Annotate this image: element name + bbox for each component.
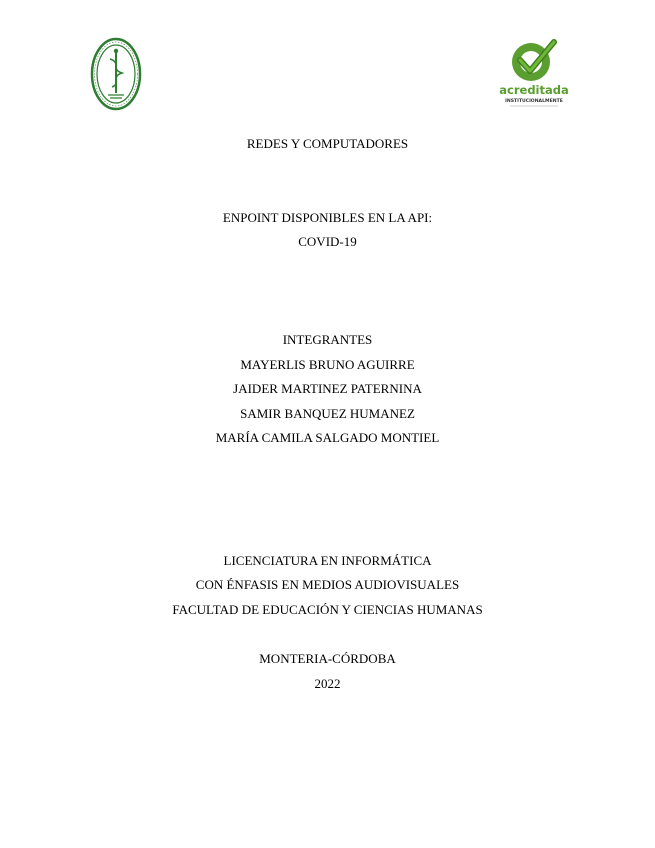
member-name: MAYERLIS BRUNO AGUIRRE	[240, 357, 415, 372]
topic-line-1: ENPOINT DISPONIBLES EN LA API:	[222, 210, 433, 225]
members-heading: INTEGRANTES	[282, 332, 373, 347]
year-line: 2022	[314, 676, 341, 691]
faculty-line: FACULTAD DE EDUCACIÓN Y CIENCIAS HUMANAS	[172, 602, 483, 617]
university-seal-icon	[90, 37, 142, 111]
topic-line-2: COVID-19	[298, 234, 357, 249]
place-line: MONTERIA-CÓRDOBA	[259, 651, 396, 666]
member-name: MARÍA CAMILA SALGADO MONTIEL	[215, 430, 440, 445]
acreditada-logo-subtext: INSTITUCIONALMENTE	[505, 99, 563, 104]
member-name: SAMIR BANQUEZ HUMANEZ	[240, 406, 415, 421]
acreditada-checkmark-icon	[499, 38, 569, 110]
program-line-1: LICENCIATURA EN INFORMÁTICA	[223, 553, 432, 568]
program-line-2: CON ÉNFASIS EN MEDIOS AUDIOVISUALES	[195, 577, 460, 592]
course-title: REDES Y COMPUTADORES	[246, 136, 409, 151]
member-name: JAIDER MARTINEZ PATERNINA	[233, 381, 422, 396]
acreditada-logo-text: acreditada	[499, 83, 569, 97]
